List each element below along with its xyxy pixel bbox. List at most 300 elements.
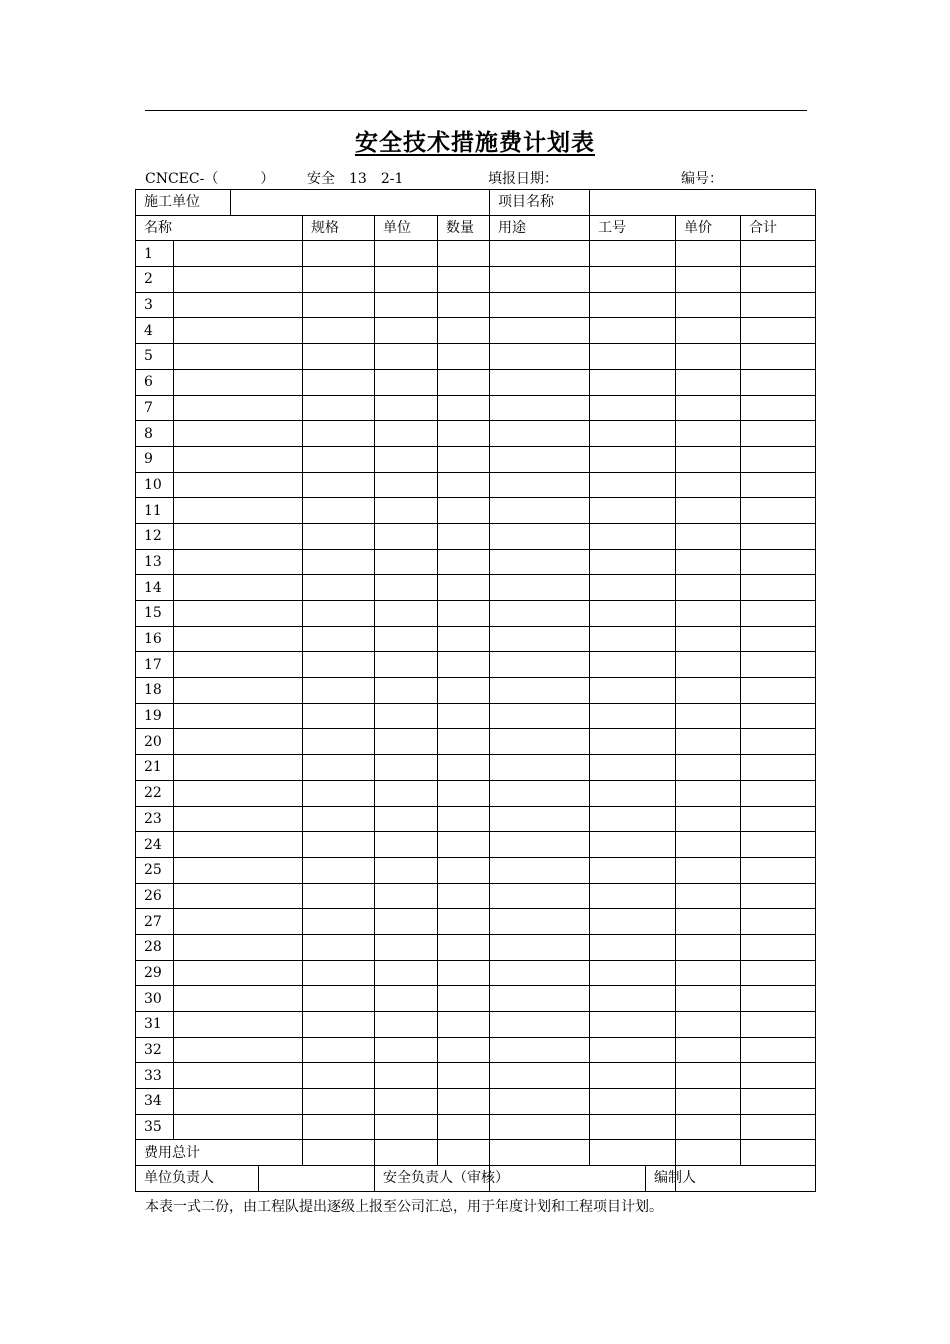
quantity-cell[interactable]: [438, 446, 490, 472]
job-number-cell[interactable]: [590, 1037, 676, 1063]
unit-price-cell[interactable]: [676, 703, 741, 729]
unit-cell[interactable]: [375, 678, 438, 704]
unit-cell[interactable]: [375, 832, 438, 858]
total-cell[interactable]: [741, 1114, 816, 1140]
quantity-cell[interactable]: [438, 729, 490, 755]
quantity-cell[interactable]: [438, 472, 490, 498]
job-number-cell[interactable]: [590, 678, 676, 704]
total-cell[interactable]: [741, 1037, 816, 1063]
unit-cell[interactable]: [375, 267, 438, 293]
job-number-cell[interactable]: [590, 241, 676, 267]
spec-cell[interactable]: [303, 472, 375, 498]
purpose-cell[interactable]: [490, 575, 590, 601]
quantity-cell[interactable]: [438, 755, 490, 781]
quantity-cell[interactable]: [438, 652, 490, 678]
name-cell[interactable]: [174, 446, 303, 472]
unit-price-cell[interactable]: [676, 780, 741, 806]
total-cell[interactable]: [741, 832, 816, 858]
total-cell[interactable]: [741, 883, 816, 909]
job-number-cell[interactable]: [590, 498, 676, 524]
quantity-cell[interactable]: [438, 575, 490, 601]
unit-cell[interactable]: [375, 857, 438, 883]
unit-price-cell[interactable]: [676, 832, 741, 858]
quantity-cell[interactable]: [438, 601, 490, 627]
table-row: [136, 267, 816, 293]
unit-cell[interactable]: [375, 934, 438, 960]
unit-price-cell[interactable]: [676, 601, 741, 627]
spec-cell[interactable]: [303, 369, 375, 395]
unit-price-cell[interactable]: [676, 292, 741, 318]
spec-cell[interactable]: [303, 652, 375, 678]
unit-price-cell[interactable]: [676, 421, 741, 447]
total-cell[interactable]: [741, 1063, 816, 1089]
quantity-cell[interactable]: [438, 523, 490, 549]
unit-price-cell[interactable]: [676, 318, 741, 344]
spec-cell[interactable]: [303, 729, 375, 755]
job-number-cell[interactable]: [590, 575, 676, 601]
table-row: [136, 678, 816, 704]
job-number-cell[interactable]: [590, 755, 676, 781]
purpose-cell[interactable]: [490, 344, 590, 370]
name-cell[interactable]: [174, 678, 303, 704]
quantity-cell[interactable]: [438, 421, 490, 447]
quantity-cell[interactable]: [438, 678, 490, 704]
purpose-cell[interactable]: [490, 986, 590, 1012]
unit-cell[interactable]: [375, 575, 438, 601]
total-cell[interactable]: [741, 421, 816, 447]
unit-cell[interactable]: [375, 523, 438, 549]
purpose-cell[interactable]: [490, 395, 590, 421]
name-cell[interactable]: [174, 523, 303, 549]
quantity-cell[interactable]: [438, 1114, 490, 1140]
quantity-cell[interactable]: [438, 267, 490, 293]
unit-price-cell[interactable]: [676, 909, 741, 935]
unit-price-cell[interactable]: [676, 1037, 741, 1063]
total-cell[interactable]: [741, 626, 816, 652]
total-spec-cell[interactable]: [303, 1140, 375, 1166]
unit-price-cell[interactable]: [676, 755, 741, 781]
name-cell[interactable]: [174, 344, 303, 370]
name-cell[interactable]: [174, 986, 303, 1012]
name-cell[interactable]: [174, 883, 303, 909]
spec-cell[interactable]: [303, 395, 375, 421]
unit-cell[interactable]: [375, 549, 438, 575]
job-number-cell[interactable]: [590, 806, 676, 832]
total-cell[interactable]: [741, 395, 816, 421]
name-cell[interactable]: [174, 703, 303, 729]
quantity-cell[interactable]: [438, 806, 490, 832]
total-job-number-cell[interactable]: [590, 1140, 676, 1166]
construction-unit-field[interactable]: [231, 190, 490, 216]
job-number-cell[interactable]: [590, 292, 676, 318]
name-cell[interactable]: [174, 652, 303, 678]
purpose-cell[interactable]: [490, 369, 590, 395]
unit-cell[interactable]: [375, 421, 438, 447]
spec-cell[interactable]: [303, 703, 375, 729]
unit-price-cell[interactable]: [676, 575, 741, 601]
total-cell[interactable]: [741, 292, 816, 318]
total-cell[interactable]: [741, 909, 816, 935]
job-number-cell[interactable]: [590, 883, 676, 909]
unit-cell[interactable]: [375, 1012, 438, 1038]
total-cell[interactable]: [741, 523, 816, 549]
quantity-cell[interactable]: [438, 1063, 490, 1089]
unit-price-cell[interactable]: [676, 523, 741, 549]
total-cell[interactable]: [741, 344, 816, 370]
unit-cell[interactable]: [375, 472, 438, 498]
spec-cell[interactable]: [303, 986, 375, 1012]
job-number-cell[interactable]: [590, 472, 676, 498]
unit-price-cell[interactable]: [676, 729, 741, 755]
unit-cell[interactable]: [375, 292, 438, 318]
name-cell[interactable]: [174, 909, 303, 935]
name-cell[interactable]: [174, 832, 303, 858]
name-cell[interactable]: [174, 267, 303, 293]
total-cell[interactable]: [741, 703, 816, 729]
unit-cell[interactable]: [375, 1037, 438, 1063]
job-number-cell[interactable]: [590, 729, 676, 755]
quantity-cell[interactable]: [438, 395, 490, 421]
job-number-cell[interactable]: [590, 601, 676, 627]
total-cell[interactable]: [741, 1089, 816, 1115]
serial-number-label: 编号：: [681, 171, 723, 187]
total-cell[interactable]: [741, 241, 816, 267]
job-number-cell[interactable]: [590, 909, 676, 935]
unit-cell[interactable]: [375, 986, 438, 1012]
unit-cell[interactable]: [375, 626, 438, 652]
total-cell[interactable]: [741, 806, 816, 832]
total-unit-cell[interactable]: [375, 1140, 438, 1166]
name-cell[interactable]: [174, 806, 303, 832]
unit-price-cell[interactable]: [676, 549, 741, 575]
spec-cell[interactable]: [303, 832, 375, 858]
quantity-cell[interactable]: [438, 549, 490, 575]
total-cell[interactable]: [741, 318, 816, 344]
spec-cell[interactable]: [303, 960, 375, 986]
unit-price-cell[interactable]: [676, 678, 741, 704]
quantity-cell[interactable]: [438, 934, 490, 960]
project-name-field[interactable]: [590, 190, 816, 216]
total-cell[interactable]: [741, 780, 816, 806]
unit-cell[interactable]: [375, 780, 438, 806]
purpose-cell[interactable]: [490, 498, 590, 524]
purpose-cell[interactable]: [490, 472, 590, 498]
name-cell[interactable]: [174, 1114, 303, 1140]
total-cell[interactable]: [741, 755, 816, 781]
job-number-cell[interactable]: [590, 857, 676, 883]
purpose-cell[interactable]: [490, 1037, 590, 1063]
row-number: 33: [136, 1063, 174, 1089]
job-number-cell[interactable]: [590, 1012, 676, 1038]
unit-price-cell[interactable]: [676, 344, 741, 370]
quantity-cell[interactable]: [438, 1012, 490, 1038]
total-cell[interactable]: [741, 446, 816, 472]
job-number-cell[interactable]: [590, 703, 676, 729]
purpose-cell[interactable]: [490, 729, 590, 755]
total-cell[interactable]: [741, 267, 816, 293]
unit-price-cell[interactable]: [676, 267, 741, 293]
job-number-cell[interactable]: [590, 626, 676, 652]
unit-cell[interactable]: [375, 369, 438, 395]
name-cell[interactable]: [174, 934, 303, 960]
spec-cell[interactable]: [303, 678, 375, 704]
purpose-cell[interactable]: [490, 1012, 590, 1038]
job-number-cell[interactable]: [590, 960, 676, 986]
name-cell[interactable]: [174, 498, 303, 524]
quantity-cell[interactable]: [438, 498, 490, 524]
job-number-cell[interactable]: [590, 549, 676, 575]
spec-cell[interactable]: [303, 241, 375, 267]
job-number-cell[interactable]: [590, 1114, 676, 1140]
total-cell[interactable]: [741, 369, 816, 395]
quantity-cell[interactable]: [438, 344, 490, 370]
total-cell[interactable]: [741, 960, 816, 986]
total-cell[interactable]: [741, 678, 816, 704]
construction-unit-label: 施工单位: [136, 190, 231, 216]
spec-cell[interactable]: [303, 806, 375, 832]
name-cell[interactable]: [174, 318, 303, 344]
quantity-cell[interactable]: [438, 780, 490, 806]
unit-cell[interactable]: [375, 344, 438, 370]
spec-cell[interactable]: [303, 446, 375, 472]
spec-cell[interactable]: [303, 1063, 375, 1089]
purpose-cell[interactable]: [490, 318, 590, 344]
unit-cell[interactable]: [375, 960, 438, 986]
name-cell[interactable]: [174, 1012, 303, 1038]
quantity-cell[interactable]: [438, 960, 490, 986]
total-quantity-cell[interactable]: [438, 1140, 490, 1166]
unit-price-cell[interactable]: [676, 369, 741, 395]
unit-price-cell[interactable]: [676, 446, 741, 472]
spec-cell[interactable]: [303, 1089, 375, 1115]
purpose-cell[interactable]: [490, 267, 590, 293]
purpose-cell[interactable]: [490, 241, 590, 267]
spec-cell[interactable]: [303, 344, 375, 370]
total-cell[interactable]: [741, 549, 816, 575]
spec-cell[interactable]: [303, 1012, 375, 1038]
unit-cell[interactable]: [375, 652, 438, 678]
total-cell[interactable]: [741, 652, 816, 678]
total-cell[interactable]: [741, 472, 816, 498]
purpose-cell[interactable]: [490, 523, 590, 549]
total-sum-cell[interactable]: [741, 1140, 816, 1166]
unit-price-cell[interactable]: [676, 626, 741, 652]
total-cell[interactable]: [741, 729, 816, 755]
quantity-cell[interactable]: [438, 832, 490, 858]
spec-cell[interactable]: [303, 549, 375, 575]
unit-price-cell[interactable]: [676, 498, 741, 524]
name-cell[interactable]: [174, 575, 303, 601]
quantity-cell[interactable]: [438, 883, 490, 909]
unit-cell[interactable]: [375, 1089, 438, 1115]
purpose-cell[interactable]: [490, 678, 590, 704]
quantity-cell[interactable]: [438, 986, 490, 1012]
table-row: [136, 549, 816, 575]
job-number-cell[interactable]: [590, 344, 676, 370]
name-cell[interactable]: [174, 369, 303, 395]
purpose-cell[interactable]: [490, 883, 590, 909]
purpose-cell[interactable]: [490, 421, 590, 447]
purpose-cell[interactable]: [490, 1114, 590, 1140]
job-number-cell[interactable]: [590, 421, 676, 447]
name-cell[interactable]: [174, 1063, 303, 1089]
name-cell[interactable]: [174, 472, 303, 498]
purpose-cell[interactable]: [490, 832, 590, 858]
name-cell[interactable]: [174, 395, 303, 421]
job-number-cell[interactable]: [590, 318, 676, 344]
quantity-cell[interactable]: [438, 318, 490, 344]
spec-cell[interactable]: [303, 755, 375, 781]
spec-cell[interactable]: [303, 421, 375, 447]
job-number-cell[interactable]: [590, 369, 676, 395]
unit-price-cell[interactable]: [676, 1012, 741, 1038]
quantity-cell[interactable]: [438, 703, 490, 729]
spec-cell[interactable]: [303, 498, 375, 524]
spec-cell[interactable]: [303, 575, 375, 601]
name-cell[interactable]: [174, 421, 303, 447]
unit-price-cell[interactable]: [676, 806, 741, 832]
quantity-cell[interactable]: [438, 857, 490, 883]
job-number-cell[interactable]: [590, 446, 676, 472]
unit-cell[interactable]: [375, 498, 438, 524]
job-number-cell[interactable]: [590, 780, 676, 806]
total-purpose-cell[interactable]: [490, 1140, 590, 1166]
unit-head-field[interactable]: [259, 1166, 375, 1192]
name-cell[interactable]: [174, 626, 303, 652]
name-cell[interactable]: [174, 729, 303, 755]
spec-cell[interactable]: [303, 857, 375, 883]
job-number-cell[interactable]: [590, 934, 676, 960]
purpose-cell[interactable]: [490, 601, 590, 627]
unit-cell[interactable]: [375, 1114, 438, 1140]
unit-price-cell[interactable]: [676, 1089, 741, 1115]
purpose-cell[interactable]: [490, 292, 590, 318]
unit-cell[interactable]: [375, 755, 438, 781]
unit-price-cell[interactable]: [676, 857, 741, 883]
purpose-cell[interactable]: [490, 806, 590, 832]
name-cell[interactable]: [174, 549, 303, 575]
unit-cell[interactable]: [375, 446, 438, 472]
total-unit-price-cell[interactable]: [676, 1140, 741, 1166]
quantity-cell[interactable]: [438, 909, 490, 935]
name-cell[interactable]: [174, 241, 303, 267]
unit-price-cell[interactable]: [676, 934, 741, 960]
unit-cell[interactable]: [375, 601, 438, 627]
compiler-field[interactable]: [676, 1166, 816, 1192]
total-cell[interactable]: [741, 498, 816, 524]
job-number-cell[interactable]: [590, 395, 676, 421]
quantity-cell[interactable]: [438, 292, 490, 318]
purpose-cell[interactable]: [490, 652, 590, 678]
spec-cell[interactable]: [303, 267, 375, 293]
spec-cell[interactable]: [303, 626, 375, 652]
purpose-cell[interactable]: [490, 549, 590, 575]
name-cell[interactable]: [174, 1089, 303, 1115]
total-cell[interactable]: [741, 1012, 816, 1038]
quantity-cell[interactable]: [438, 1037, 490, 1063]
unit-cell[interactable]: [375, 909, 438, 935]
spec-cell[interactable]: [303, 601, 375, 627]
job-number-cell[interactable]: [590, 832, 676, 858]
purpose-cell[interactable]: [490, 857, 590, 883]
job-number-cell[interactable]: [590, 1063, 676, 1089]
unit-cell[interactable]: [375, 1063, 438, 1089]
purpose-cell[interactable]: [490, 909, 590, 935]
name-cell[interactable]: [174, 857, 303, 883]
compiler-label: 编制人: [646, 1166, 676, 1192]
unit-cell[interactable]: [375, 883, 438, 909]
unit-price-cell[interactable]: [676, 883, 741, 909]
name-cell[interactable]: [174, 292, 303, 318]
total-cell[interactable]: [741, 986, 816, 1012]
unit-cell[interactable]: [375, 241, 438, 267]
spec-cell[interactable]: [303, 523, 375, 549]
job-number-cell[interactable]: [590, 1089, 676, 1115]
spec-cell[interactable]: [303, 1037, 375, 1063]
unit-price-cell[interactable]: [676, 652, 741, 678]
purpose-cell[interactable]: [490, 780, 590, 806]
unit-price-cell[interactable]: [676, 241, 741, 267]
row-number: 30: [136, 986, 174, 1012]
purpose-cell[interactable]: [490, 703, 590, 729]
unit-cell[interactable]: [375, 806, 438, 832]
purpose-cell[interactable]: [490, 626, 590, 652]
unit-price-cell[interactable]: [676, 1114, 741, 1140]
unit-cell[interactable]: [375, 729, 438, 755]
purpose-cell[interactable]: [490, 755, 590, 781]
spec-cell[interactable]: [303, 780, 375, 806]
name-cell[interactable]: [174, 601, 303, 627]
unit-price-cell[interactable]: [676, 472, 741, 498]
spec-cell[interactable]: [303, 934, 375, 960]
purpose-cell[interactable]: [490, 446, 590, 472]
purpose-cell[interactable]: [490, 1063, 590, 1089]
name-cell[interactable]: [174, 780, 303, 806]
unit-price-cell[interactable]: [676, 1063, 741, 1089]
quantity-cell[interactable]: [438, 626, 490, 652]
total-cell[interactable]: [741, 601, 816, 627]
job-number-cell[interactable]: [590, 267, 676, 293]
unit-cell[interactable]: [375, 395, 438, 421]
job-number-cell[interactable]: [590, 652, 676, 678]
unit-price-cell[interactable]: [676, 395, 741, 421]
total-cell[interactable]: [741, 575, 816, 601]
name-cell[interactable]: [174, 755, 303, 781]
quantity-cell[interactable]: [438, 369, 490, 395]
spec-cell[interactable]: [303, 909, 375, 935]
name-cell[interactable]: [174, 1037, 303, 1063]
spec-cell[interactable]: [303, 318, 375, 344]
job-number-cell[interactable]: [590, 523, 676, 549]
unit-cell[interactable]: [375, 318, 438, 344]
purpose-cell[interactable]: [490, 960, 590, 986]
unit-price-cell[interactable]: [676, 960, 741, 986]
quantity-cell[interactable]: [438, 241, 490, 267]
purpose-cell[interactable]: [490, 1089, 590, 1115]
spec-cell[interactable]: [303, 883, 375, 909]
quantity-cell[interactable]: [438, 1089, 490, 1115]
job-number-cell[interactable]: [590, 986, 676, 1012]
total-cell[interactable]: [741, 857, 816, 883]
total-cell[interactable]: [741, 934, 816, 960]
unit-cell[interactable]: [375, 703, 438, 729]
unit-price-cell[interactable]: [676, 986, 741, 1012]
purpose-cell[interactable]: [490, 934, 590, 960]
safety-head-field[interactable]: [490, 1166, 646, 1192]
name-cell[interactable]: [174, 960, 303, 986]
spec-cell[interactable]: [303, 1114, 375, 1140]
spec-cell[interactable]: [303, 292, 375, 318]
